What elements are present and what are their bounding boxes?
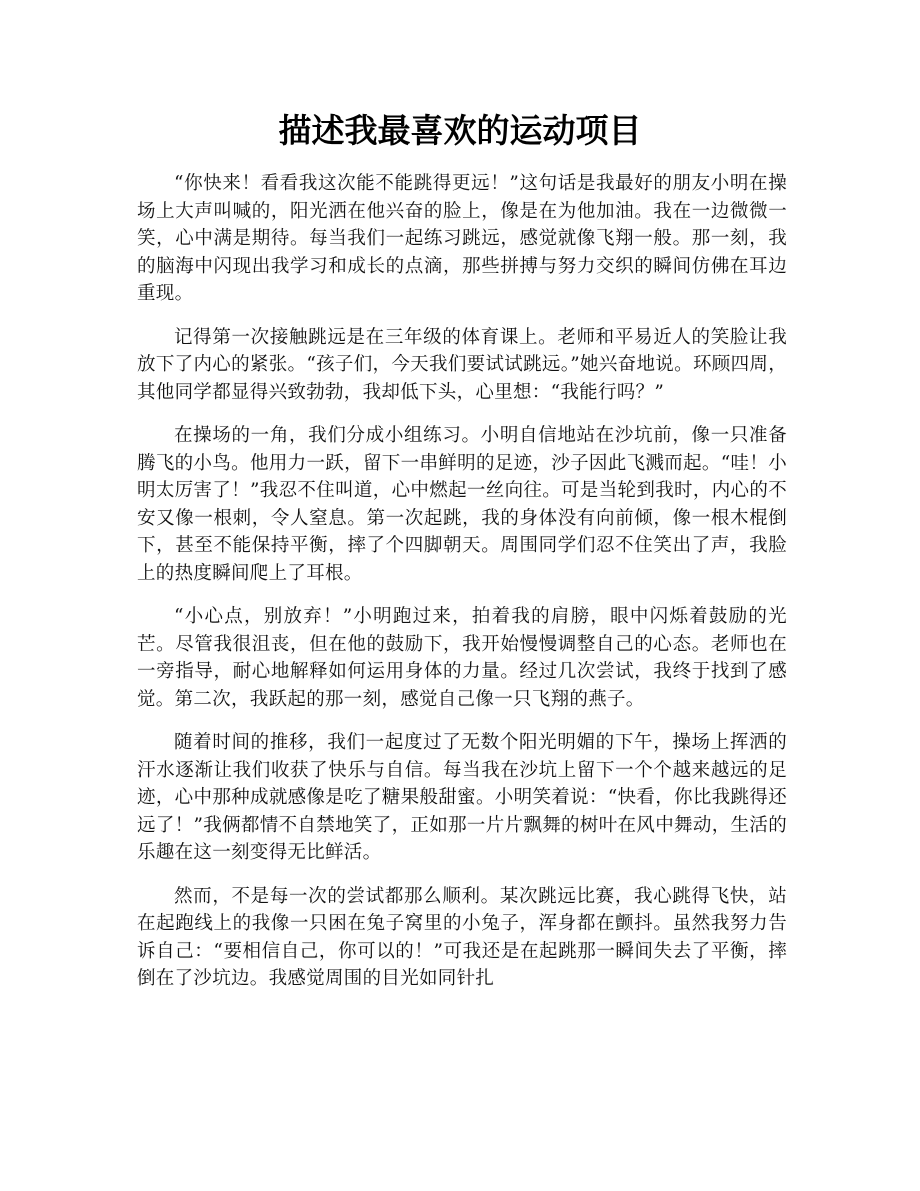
paragraph: 在操场的一角，我们分成小组练习。小明自信地站在沙坑前，像一只准备腾飞的小鸟。他用力一跃，留下一串鲜明的足迹，沙子因此飞溅而起。“哇！小明太厉害了！”我忍不住叫道，心中燃起一丝向往。可是当轮到我时，内心的不安又像一根刺，令人窒息。第一次起跳，我的身体没有向前倾，像一根木棍倒下，甚至不能保持平衡，摔了个四脚朝天。周围同学们忍不住笑出了声，我脸上的热度瞬间爬上了耳根。 bbox=[137, 425, 787, 584]
paragraph: 记得第一次接触跳远是在三年级的体育课上。老师和平易近人的笑脸让我放下了内心的紧张。“孩子们，今天我们要试试跳远。”她兴奋地说。环顾四周，其他同学都显得兴致勃勃，我却低下头，心里想：“我能行吗？” bbox=[137, 326, 787, 403]
document-title: 描述我最喜欢的运动项目 bbox=[278, 111, 642, 150]
paragraph: 然而，不是每一次的尝试都那么顺利。某次跳远比赛，我心跳得飞快，站在起跑线上的我像一只困在兔子窝里的小兔子，浑身都在颤抖。虽然我努力告诉自己：“要相信自己，你可以的！”可我还是在起跳那一瞬间失去了平衡，摔倒在了沙坑边。我感觉周围的目光如同针扎 bbox=[137, 885, 787, 989]
paragraph: “你快来！看看我这次能不能跳得更远！”这句话是我最好的朋友小明在操场上大声叫喊的，阳光洒在他兴奋的脸上，像是在为他加油。我在一边微微一笑，心中满是期待。每当我们一起练习跳远，感觉就像飞翔一般。那一刻，我的脑海中闪现出我学习和成长的点滴，那些拼搏与努力交织的瞬间仿佛在耳边重现。 bbox=[137, 173, 787, 304]
paragraph: 随着时间的推移，我们一起度过了无数个阳光明媚的下午，操场上挥洒的汗水逐渐让我们收获了快乐与自信。每当我在沙坑上留下一个个越来越远的足迹，心中那种成就感像是吃了糖果般甜蜜。小明笑着说：“快看，你比我跳得还远了！”我俩都情不自禁地笑了，正如那一片片飘舞的树叶在风中舞动，生活的乐趣在这一刻变得无比鲜活。 bbox=[137, 732, 787, 863]
document-body bbox=[137, 170, 787, 1009]
paragraph: “小心点，别放弃！”小明跑过来，拍着我的肩膀，眼中闪烁着鼓励的光芒。尽管我很沮丧，但在他的鼓励下，我开始慢慢调整自己的心态。老师也在一旁指导，耐心地解释如何运用身体的力量。经过几次尝试，我终于找到了感觉。第二次，我跃起的那一刻，感觉自己像一只飞翔的燕子。 bbox=[137, 606, 787, 710]
